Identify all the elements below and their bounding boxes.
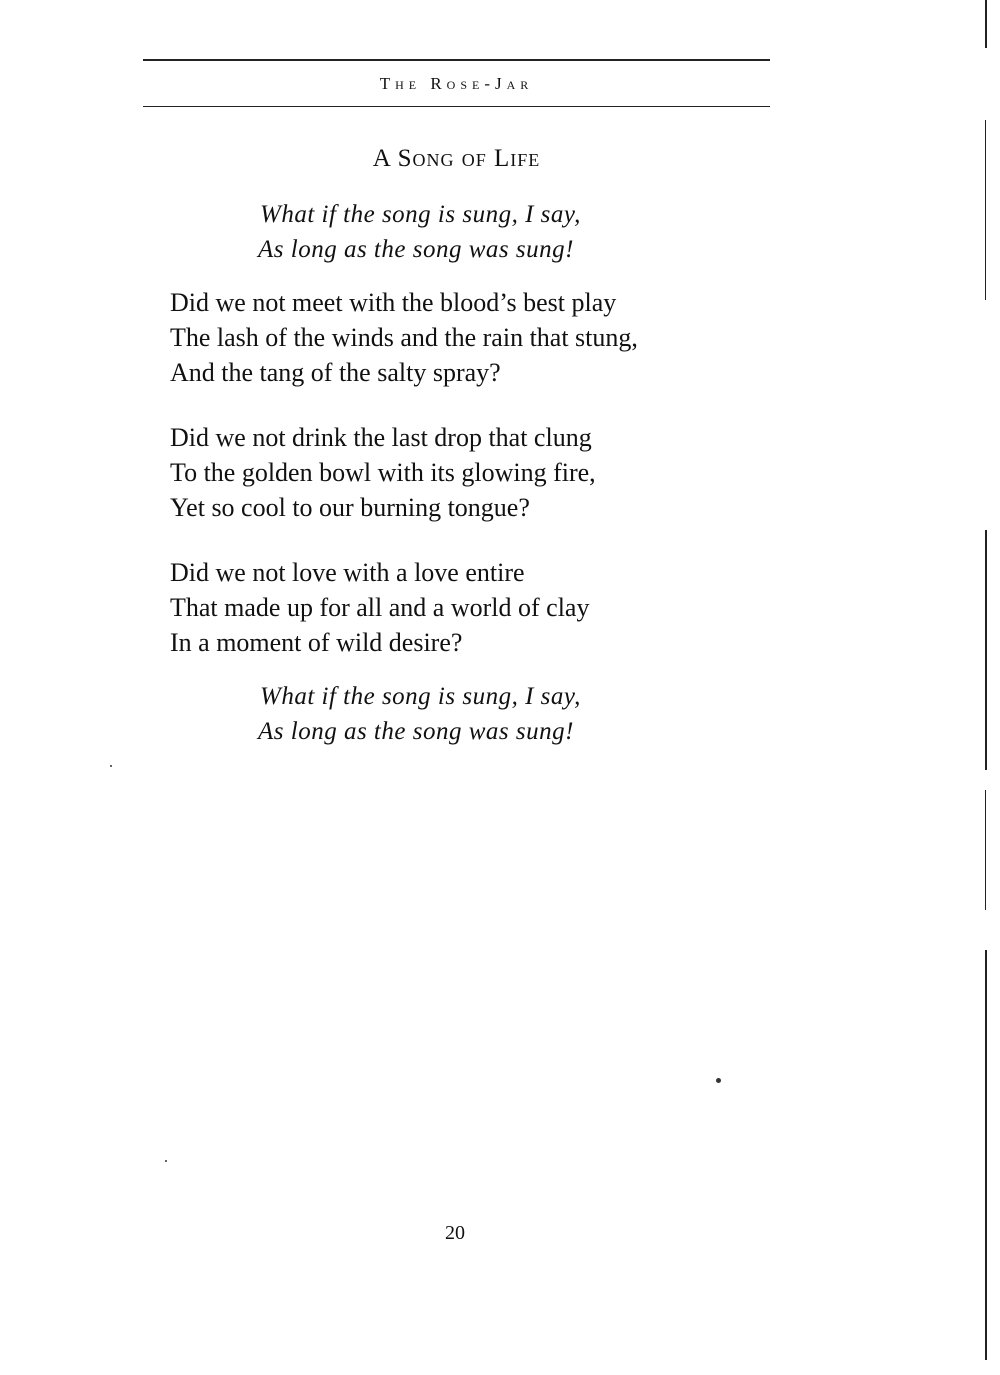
- stanza-line: In a moment of wild desire?: [170, 628, 463, 657]
- stanza-line: To the golden bowl with its glowing fire,: [170, 458, 596, 487]
- scan-edge-mark: [985, 950, 987, 1360]
- header-rule-bottom: [143, 106, 770, 107]
- scan-speck: [110, 765, 112, 767]
- refrain-close-line: What if the song is sung, I say,: [260, 683, 581, 710]
- scan-speck: [165, 1160, 167, 1162]
- running-head: The Rose-Jar: [379, 74, 534, 93]
- refrain-open-line: What if the song is sung, I say,: [260, 201, 581, 228]
- refrain-close-line: As long as the song was sung!: [258, 718, 574, 745]
- scan-edge-mark: [985, 530, 987, 770]
- refrain-open-line: As long as the song was sung!: [258, 236, 574, 263]
- header-rule-top: [143, 59, 770, 61]
- stanza-line: The lash of the winds and the rain that stung,: [170, 323, 638, 352]
- stanza-line: Did we not drink the last drop that clung: [170, 423, 592, 452]
- scan-edge-mark: [985, 790, 986, 910]
- stanza-line: Did we not love with a love entire: [170, 558, 525, 587]
- stanza-line: Did we not meet with the blood’s best play: [170, 288, 617, 317]
- scan-edge-mark: [985, 120, 986, 300]
- stanza-line: And the tang of the salty spray?: [170, 358, 501, 387]
- stanza-line: Yet so cool to our burning tongue?: [170, 493, 530, 522]
- scan-edge-mark: [985, 0, 987, 48]
- scan-speck: [716, 1078, 721, 1083]
- page-number: 20: [445, 1222, 465, 1244]
- poem-title: A Song of Life: [372, 145, 541, 172]
- stanza-line: That made up for all and a world of clay: [170, 593, 590, 622]
